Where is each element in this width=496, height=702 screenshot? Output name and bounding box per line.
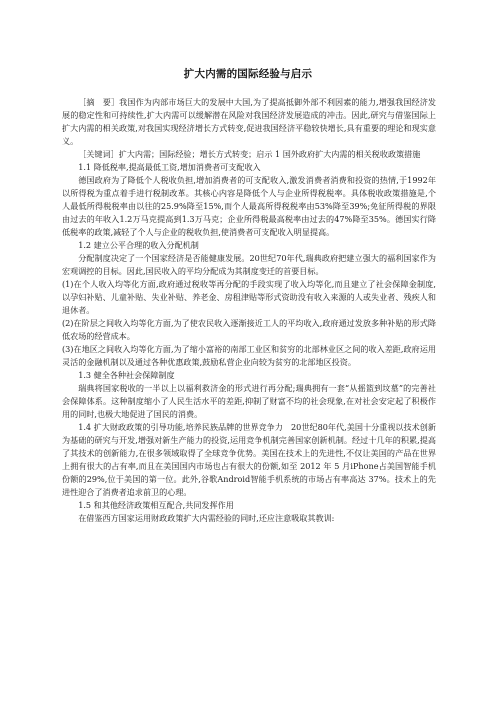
section-heading-1-2: 1.2 建立公平合理的收入分配机制 (78, 240, 199, 250)
document-body (62, 96, 436, 525)
body-paragraph-lessons: 在借鉴西方国家运用财政政策扩大内需经验的同时,还应注意吸取其教训: (78, 513, 335, 523)
section-heading-1-1: 1.1 降低税率,提高最低工资,增加消费者可支配收入 (78, 162, 261, 172)
document-title: 扩大内需的国际经验与启示 (183, 68, 313, 80)
body-paragraph-item-2: (2)在阶层之间收入均等化方面,为了使农民收入逐渐接近工人的平均收入,政府通过发放多种补贴的形式降低农场的经营成本。 (62, 318, 436, 341)
body-paragraph-sweden: 瑞典将国家税收的一半以上以福利救济金的形式进行再分配;瑞典拥有一套“从摇篮到坟墓”的完善社会保障体系。这种制度缩小了人民生活水平的差距,抑制了财富不均的社会现象,在对社会安定起了积极作用的同时,也极大地促进了国民的消费。 (62, 383, 436, 419)
body-paragraph-item-1: (1)在个人收入均等化方面,政府通过税收等再分配的手段实现了收入均等化,而且建立了社会保障金制度,以孕妇补贴、儿童补贴、失业补贴、养老金、房租津贴等形式资助没有收入来源的人或失业者、残疾人和退休者。 (62, 279, 436, 315)
body-paragraph-usa: 1.4 扩大财政政策的引导功能,培养民族品牌的世界竞争力 20世纪80年代,美国十分重视以技术创新为基础的研究与开发,增强对新生产能力的投资,运用竞争机制完善国家创新机制。经过十几年的积累,提高了其技术的创新能力,在很多领域取得了全球竞争优势。美国在技术上的先进性,不仅让美国的产品在世界上拥有很大的占有率,而且在美国国内市场也占有很大的份额,如至 2012 年 5 月iPhone占美国智能手机份额的29%,位于美国的第一位。此外,谷歌Android智能手机系统的市场占有率高达 37%。技术上的先进性迎合了消费者追求前卫的心理。 (62, 422, 436, 497)
section-heading-1-3: 1.3 健全各种社会保障制度 (78, 370, 175, 380)
section-heading-1-5: 1.5 和其他经济政策相互配合,共同发挥作用 (78, 500, 234, 510)
keywords-paragraph: ［关键词］扩大内需；国际经验；增长方式转变；启示 1 国外政府扩大内需的相关税收政策措施 (78, 149, 421, 159)
body-paragraph-germany: 德国政府为了降低个人税收负担,增加消费者的可支配收入,激发消费者消费和投资的热情,于1992年以所得税为重点着手进行税制改革。其核心内容是降低个人与企业所得税税率。具体税收政策措施是,个人最低所得税税率由以往的25.9%降至15%,而个人最高所得税税率由53%降至39%;免征所得税的界限由过去的年收入1.2万马克提高到1.3万马克；企业所得税最高税率由过去的47%降至35%。德国实行降低税率的政策,减轻了个人与企业的税收负担,使消费者可支配收入明显提高。 (62, 175, 436, 237)
body-paragraph-item-3: (3)在地区之间收入均等化方面,为了缩小富裕的南部工业区和贫穷的北部林业区之间的收入差距,政府运用灵活的金融机制以及通过各种优惠政策,鼓励私营企业向较为贫穷的北部地区投资。 (62, 344, 436, 367)
abstract-paragraph: ［摘 要］我国作为内部市场巨大的发展中大国,为了提高抵御外部不利因素的能力,增强我国经济发展的稳定性和可持续性,扩大内需可以缓解潜在风险对我国经济发展造成的冲击。因此,研究与借鉴国际上扩大内需的相关政策,对我国实现经济增长方式转变,促进我国经济平稳较快增长,具有重要的理论和现实意义。 (62, 97, 436, 146)
body-paragraph-distribution: 分配制度决定了一个国家经济是否能健康发展。20世纪70年代,瑞典政府把建立强大的福利国家作为宏观调控的目标。因此,国民收入的平均分配成为其制度变迁的首要目标。 (62, 253, 436, 276)
